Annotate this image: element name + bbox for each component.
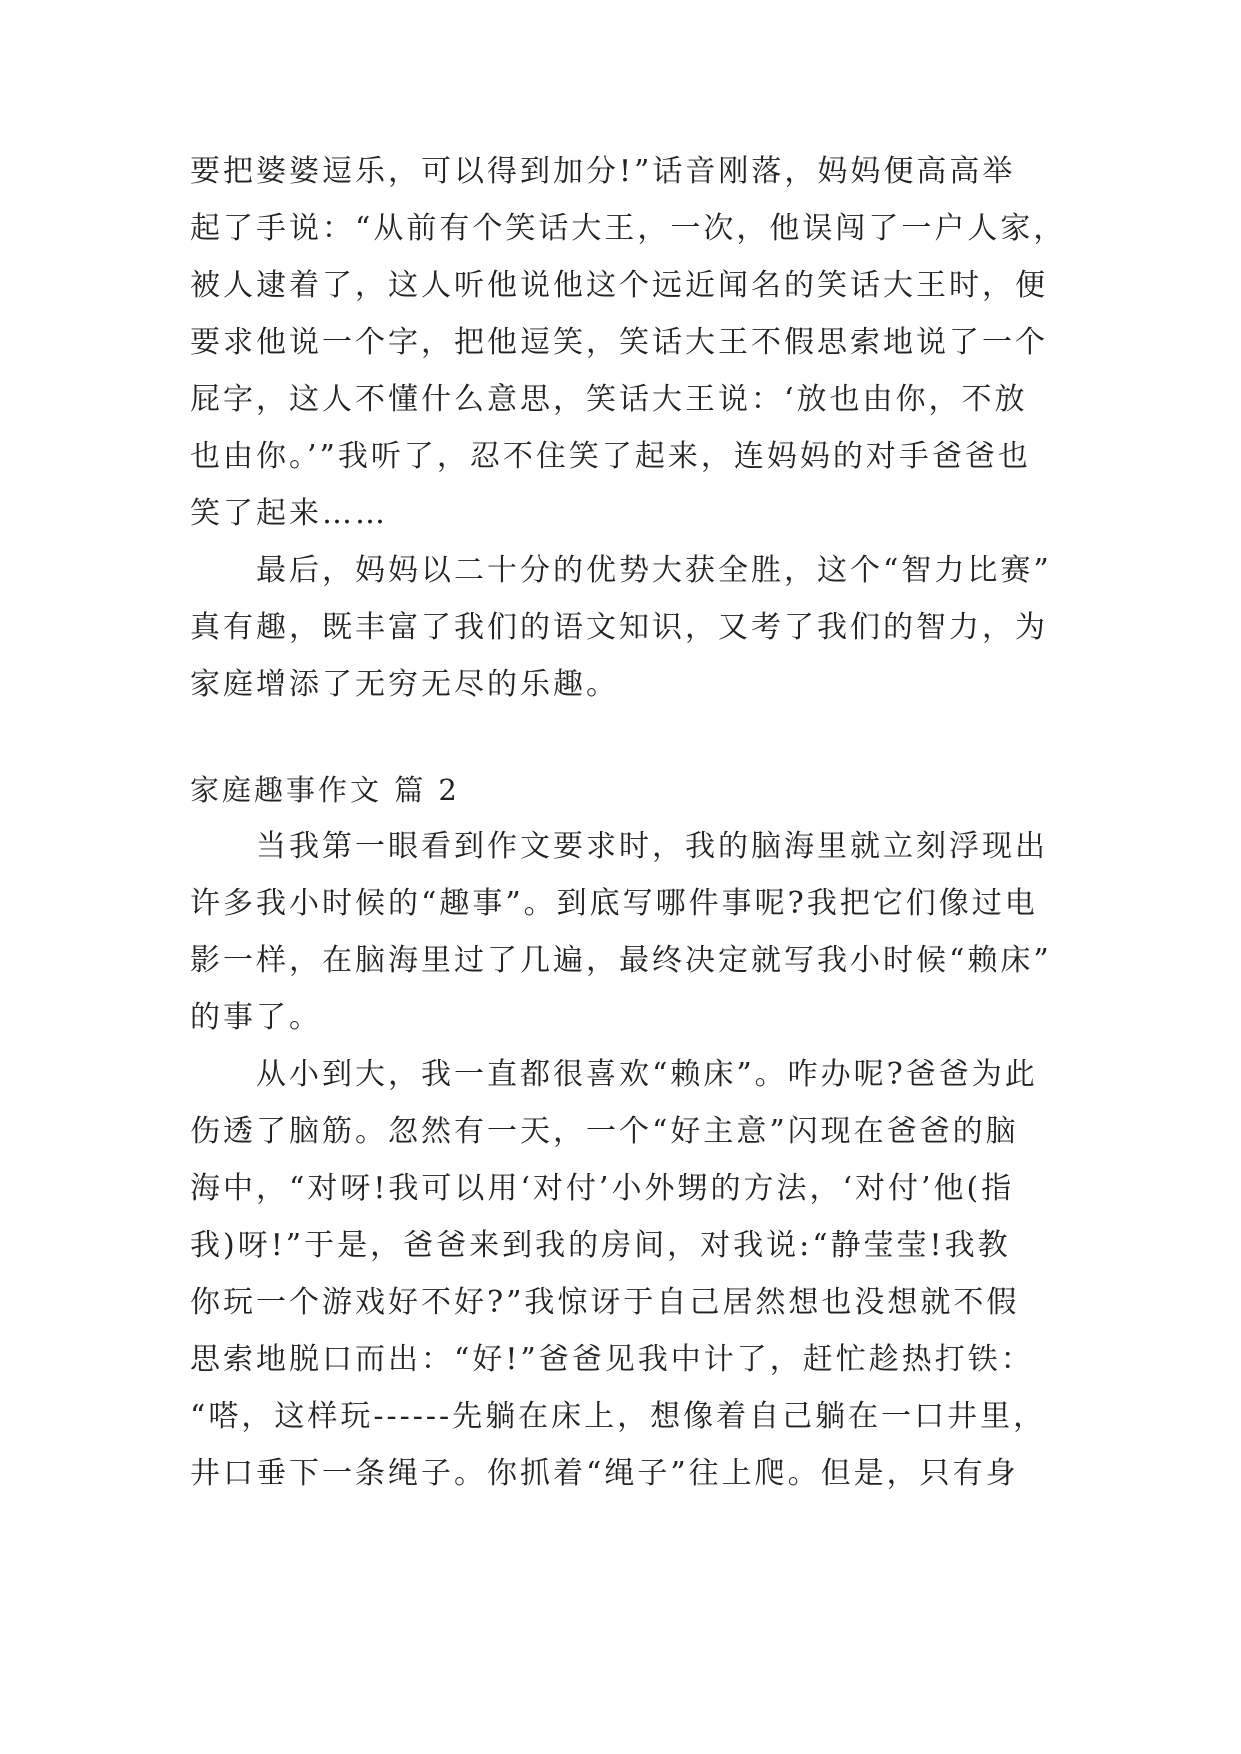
text-line: 当我第一眼看到作文要求时，我的脑海里就立刻浮现出 [190,829,1048,864]
text-line: 你玩一个游戏好不好?”我惊讶于自己居然想也没想就不假 [190,1285,1020,1320]
text-line: 许多我小时候的“趣事”。到底写哪件事呢?我把它们像过电 [190,886,1038,921]
text-line: 海中，“对呀!我可以用‘对付’小外甥的方法，‘对付’他(指 [190,1171,1015,1206]
text-line: 影一样，在脑海里过了几遍，最终决定就写我小时候“赖床” [190,943,1052,978]
text-line: 思索地脱口而出：“好!”爸爸见我中计了，赶忙趁热打铁： [190,1342,1034,1377]
text-line: 要求他说一个字，把他逗笑，笑话大王不假思索地说了一个 [190,325,1048,360]
text-line: 笑了起来…… [190,496,388,531]
text-line: 从小到大，我一直都很喜欢“赖床”。咋办呢?爸爸为此 [190,1057,1038,1092]
text-line: 要把婆婆逗乐，可以得到加分!”话音刚落，妈妈便高高举 [190,154,1016,189]
text-line: 我)呀!”于是，爸爸来到我的房间，对我说:“静莹莹!我教 [190,1228,1011,1263]
text-line: 井口垂下一条绳子。你抓着“绳子”往上爬。但是，只有身 [190,1456,1019,1491]
section-heading: 家庭趣事作文 篇 2 [190,773,460,807]
text-line: 被人逮着了，这人听他说他这个远近闻名的笑话大王时，便 [190,268,1048,303]
text-line: 伤透了脑筋。忽然有一天，一个“好主意”闪现在爸爸的脑 [190,1114,1019,1149]
text-line: 也由你。’”我听了，忍不住笑了起来，连妈妈的对手爸爸也 [190,439,1031,474]
text-line: 的事了。 [190,1000,322,1035]
text-line: 屁字，这人不懂什么意思，笑话大王说：‘放也由你，不放 [190,382,1028,417]
text-line: 起了手说：“从前有个笑话大王，一次，他误闯了一户人家， [190,211,1067,246]
text-line: “嗒，这样玩------先躺在床上，想像着自己躺在一口井里， [190,1399,1047,1434]
text-line: 真有趣，既丰富了我们的语文知识，又考了我们的智力，为 [190,610,1048,645]
text-line: 家庭增添了无穷无尽的乐趣。 [190,667,619,702]
text-line: 最后，妈妈以二十分的优势大获全胜，这个“智力比赛” [190,553,1052,588]
